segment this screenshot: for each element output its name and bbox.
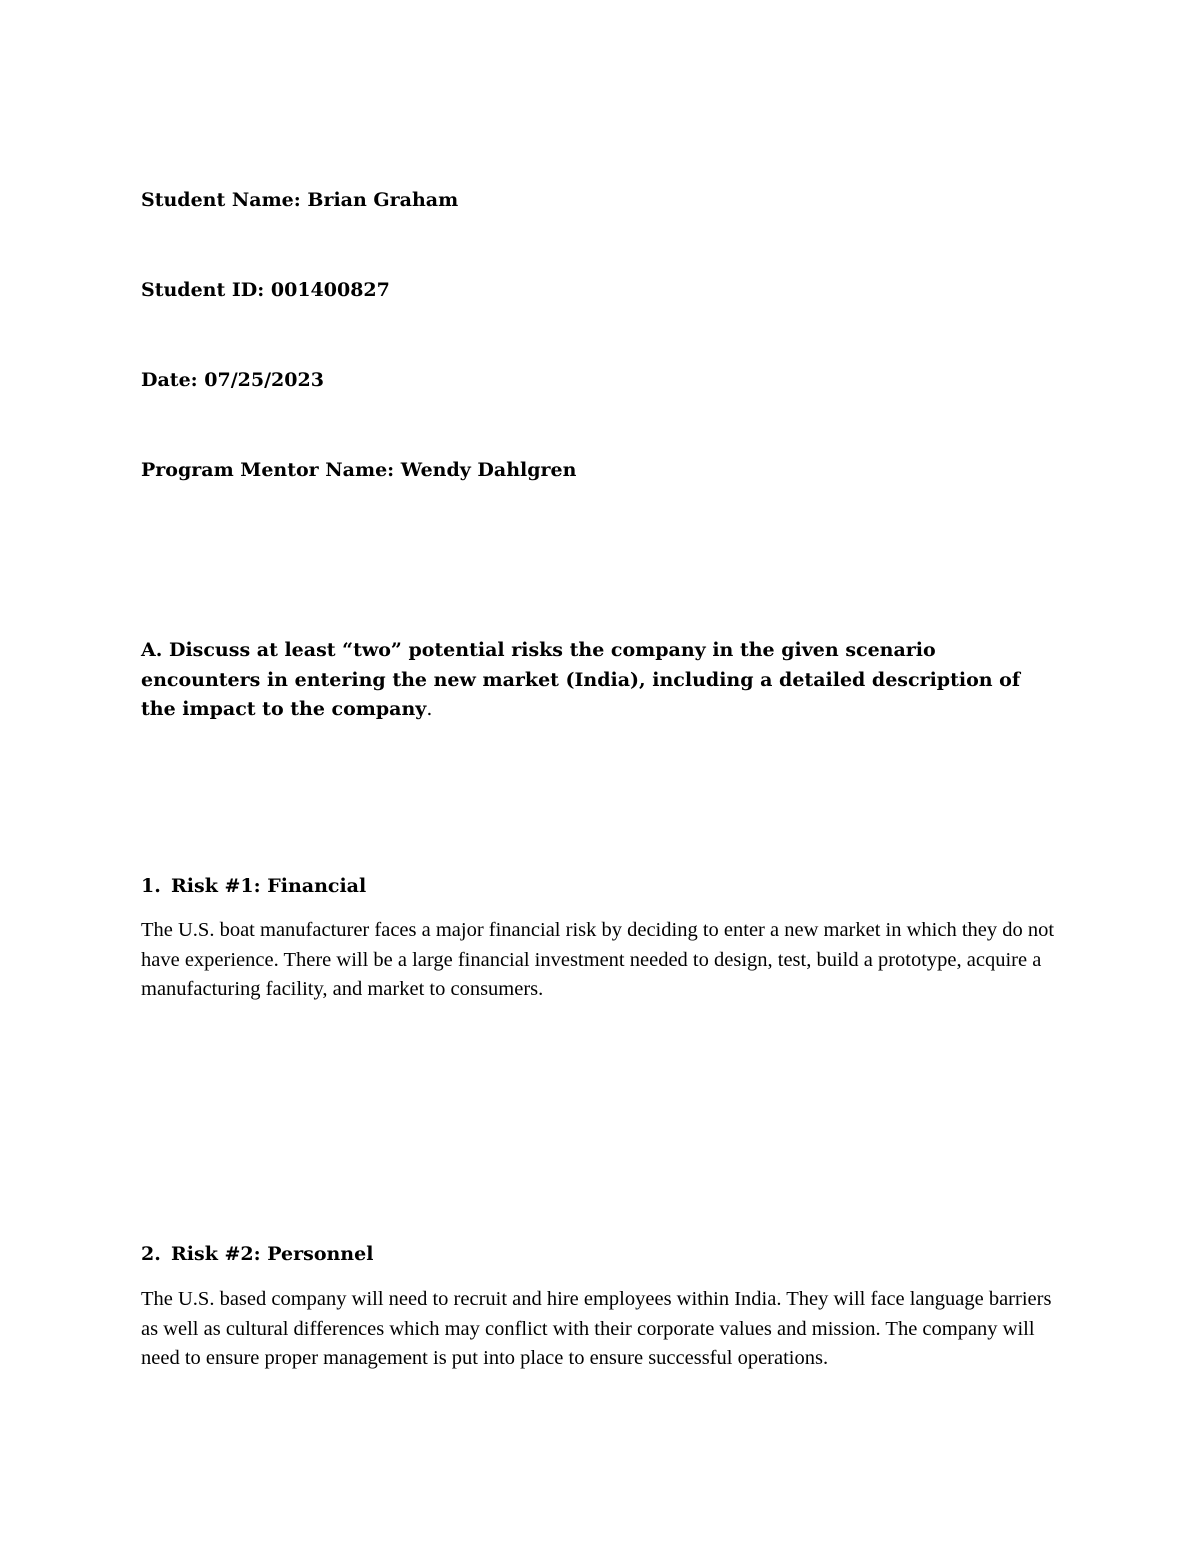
- risk-2-number: 2.: [141, 1243, 161, 1265]
- risk-1-body: The U.S. boat manufacturer faces a major financial risk by deciding to enter a new market in which they do not have experience. There will be a large financial investment needed to design, test, build a prototype, acquire a manufacturing facility, and market to consumers.: [141, 919, 1055, 1000]
- risk-2-heading: [141, 1242, 373, 1266]
- question-trailing-period: .: [426, 698, 433, 720]
- program-mentor-name: Program Mentor Name: Wendy Dahlgren: [141, 459, 577, 481]
- student-id: Student ID: 001400827: [141, 279, 390, 301]
- submission-date: Date: 07/25/2023: [141, 369, 324, 391]
- student-name: Student Name: Brian Graham: [141, 189, 459, 211]
- risk-1-title: Risk #1: Financial: [171, 875, 367, 897]
- risk-1-heading: [141, 874, 366, 898]
- risk-2-title: Risk #2: Personnel: [171, 1243, 374, 1265]
- question-prompt: [141, 636, 1061, 725]
- question-text: A. Discuss at least “two” potential risks the company in the given scenario encounters in entering the new market (India), including a detailed description of the impact to the company: [141, 639, 1021, 720]
- risk-1-number: 1.: [141, 875, 161, 897]
- risk-2-body: The U.S. based company will need to recruit and hire employees within India. They will face language barriers as well as cultural differences which may conflict with their corporate values and mission. The company will need to ensure proper management is put into place to ensure successful operations.: [141, 1288, 1052, 1369]
